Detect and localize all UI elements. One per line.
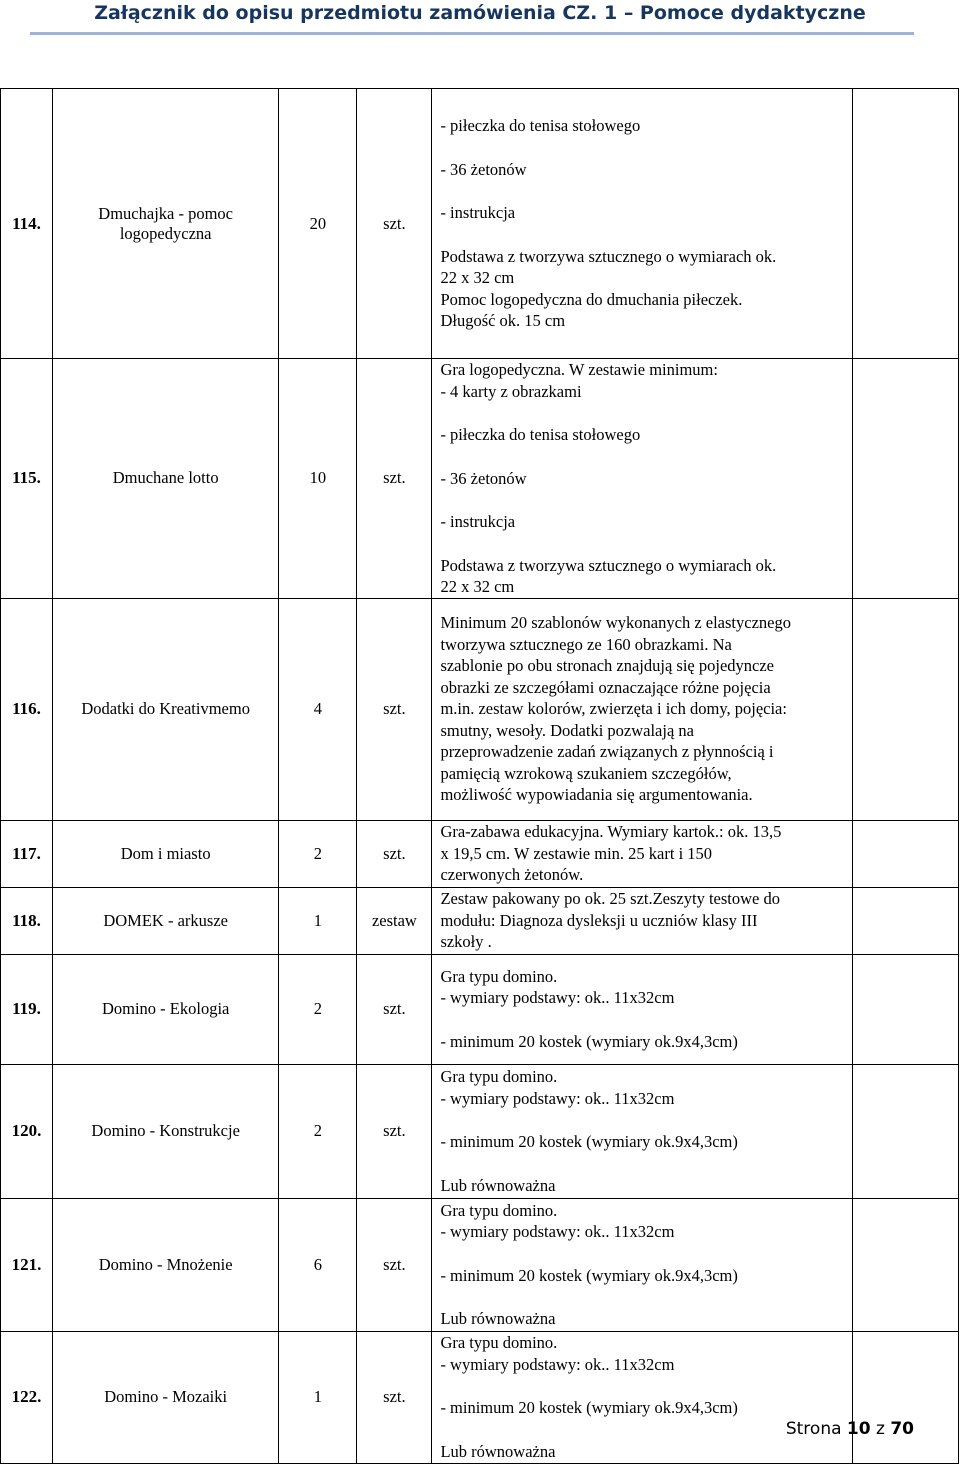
- item-name: Domino - Konstrukcje: [53, 1064, 279, 1198]
- item-unit: szt.: [357, 598, 432, 820]
- item-name: DOMEK - arkusze: [53, 887, 279, 954]
- empty-cell: [852, 954, 958, 1064]
- description-line: Minimum 20 szablonów wykonanych z elastycznego: [440, 613, 791, 633]
- description-line: modułu: Diagnoza dysleksji u uczniów klasy III: [440, 910, 758, 930]
- item-unit: szt.: [357, 1198, 432, 1331]
- description-line: Gra typu domino.: [440, 966, 558, 986]
- description-line: szkoły .: [440, 932, 492, 952]
- item-description: [432, 1198, 852, 1331]
- row-number: 116.: [1, 598, 53, 820]
- item-unit: szt.: [357, 1064, 432, 1198]
- description-line: przeprowadzenie zadań związanych z płynnością i: [440, 742, 774, 762]
- description-line: obrazki ze szczegółami oznaczające różne pojęcia: [440, 677, 771, 697]
- footer-page-total: 70: [890, 1419, 914, 1439]
- description-line: - minimum 20 kostek (wymiary ok.9x4,3cm): [440, 1265, 738, 1285]
- description-line: - minimum 20 kostek (wymiary ok.9x4,3cm): [440, 1031, 738, 1051]
- table-row: [1, 887, 959, 954]
- header-divider: [30, 32, 914, 35]
- item-description: [432, 359, 852, 599]
- description-line: Pomoc logopedyczna do dmuchania piłeczek.: [440, 289, 743, 309]
- description-line: Długość ok. 15 cm: [440, 311, 566, 331]
- description-line: Podstawa z tworzywa sztucznego o wymiarach ok.: [440, 246, 777, 266]
- description-line: Gra typu domino.: [440, 1200, 558, 1220]
- description-line: szablonie po obu stronach znajdują się pojedyncze: [440, 656, 774, 676]
- description-line: tworzywa sztucznego ze 160 obrazkami. Na: [440, 634, 732, 654]
- table-row: [1, 954, 959, 1064]
- description-line: Gra typu domino.: [440, 1067, 558, 1086]
- description-line: - piłeczka do tenisa stołowego: [440, 425, 641, 444]
- description-line: - minimum 20 kostek (wymiary ok.9x4,3cm): [440, 1398, 738, 1417]
- item-description: [432, 887, 852, 954]
- row-number: 120.: [1, 1064, 53, 1198]
- item-name: Domino - Mnożenie: [53, 1198, 279, 1331]
- item-quantity: 1: [279, 1331, 357, 1463]
- empty-cell: [852, 1064, 958, 1198]
- row-number: 121.: [1, 1198, 53, 1331]
- table-row: [1, 1064, 959, 1198]
- description-line: - minimum 20 kostek (wymiary ok.9x4,3cm): [440, 1132, 738, 1151]
- item-unit: szt.: [357, 820, 432, 887]
- description-line: - 4 karty z obrazkami: [440, 381, 582, 401]
- page-footer: [786, 1419, 914, 1439]
- footer-prefix: Strona: [785, 1419, 847, 1439]
- description-line: czerwonych żetonów.: [440, 865, 584, 885]
- description-line: Lub równoważna: [440, 1175, 556, 1195]
- description-line: - wymiary podstawy: ok.. 11x32cm: [440, 1354, 675, 1374]
- row-number: 117.: [1, 820, 53, 887]
- row-number: 118.: [1, 887, 53, 954]
- item-unit: szt.: [357, 954, 432, 1064]
- item-description: [432, 1331, 852, 1463]
- item-name: Domino - Ekologia: [53, 954, 279, 1064]
- item-description: [432, 89, 852, 359]
- table-row: [1, 820, 959, 887]
- row-number: 114.: [1, 89, 53, 359]
- description-line: - wymiary podstawy: ok.. 11x32cm: [440, 988, 675, 1008]
- description-line: smutny, wesoły. Dodatki pozwalają na: [440, 720, 694, 740]
- row-number: 122.: [1, 1331, 53, 1463]
- item-name: Dodatki do Kreativmemo: [53, 598, 279, 820]
- description-line: - piłeczka do tenisa stołowego: [440, 116, 641, 136]
- table-row: [1, 89, 959, 359]
- item-unit: szt.: [357, 359, 432, 599]
- description-line: x 19,5 cm. W zestawie min. 25 kart i 150: [440, 843, 713, 863]
- table-row: [1, 598, 959, 820]
- table-row: [1, 1331, 959, 1463]
- empty-cell: [852, 820, 958, 887]
- item-unit: szt.: [357, 1331, 432, 1463]
- description-line: Gra typu domino.: [440, 1333, 558, 1352]
- item-unit: szt.: [357, 89, 432, 359]
- empty-cell: [852, 598, 958, 820]
- item-quantity: 10: [279, 359, 357, 599]
- description-line: - wymiary podstawy: ok.. 11x32cm: [440, 1222, 675, 1241]
- description-line: Gra-zabawa edukacyjna. Wymiary kartok.: ok. 13,5: [440, 822, 782, 842]
- description-line: Podstawa z tworzywa sztucznego o wymiarach ok.: [440, 555, 777, 575]
- table-row: [1, 359, 959, 599]
- description-line: Gra logopedyczna. W zestawie minimum:: [440, 360, 718, 379]
- item-quantity: 2: [279, 1064, 357, 1198]
- footer-page-number: 10: [846, 1419, 871, 1439]
- item-unit: zestaw: [357, 887, 432, 954]
- description-line: 22 x 32 cm: [440, 577, 515, 596]
- description-line: - 36 żetonów: [440, 159, 527, 179]
- item-quantity: 2: [279, 820, 357, 887]
- item-quantity: 2: [279, 954, 357, 1064]
- items-table: [0, 88, 959, 1464]
- description-line: - instrukcja: [440, 512, 516, 531]
- item-description: [432, 954, 852, 1064]
- description-line: pamięcią wzrokową szukaniem szczegółów,: [440, 763, 732, 783]
- row-number: 115.: [1, 359, 53, 599]
- empty-cell: [852, 1198, 958, 1331]
- item-description: [432, 1064, 852, 1198]
- item-name: Dmuchane lotto: [53, 359, 279, 599]
- item-quantity: 1: [279, 887, 357, 954]
- description-line: 22 x 32 cm: [440, 268, 515, 288]
- items-table-body: [1, 89, 959, 1464]
- item-description: [432, 820, 852, 887]
- description-line: Lub równoważna: [440, 1441, 556, 1461]
- footer-mid: z: [870, 1419, 891, 1439]
- item-quantity: 6: [279, 1198, 357, 1331]
- item-quantity: 20: [279, 89, 357, 359]
- page-header-title: Załącznik do opisu przedmiotu zamówienia CZ. 1 – Pomoce dydaktyczne: [94, 2, 866, 24]
- table-row: [1, 1198, 959, 1331]
- description-line: możliwość wypowiadania się argumentowania.: [440, 785, 753, 805]
- item-quantity: 4: [279, 598, 357, 820]
- description-line: - instrukcja: [440, 203, 516, 223]
- description-line: - wymiary podstawy: ok.. 11x32cm: [440, 1088, 675, 1108]
- item-name: Dom i miasto: [53, 820, 279, 887]
- item-name: Domino - Mozaiki: [53, 1331, 279, 1463]
- empty-cell: [852, 887, 958, 954]
- empty-cell: [852, 359, 958, 599]
- empty-cell: [852, 1331, 958, 1463]
- description-line: m.in. zestaw kolorów, zwierzęta i ich domy, pojęcia:: [440, 699, 787, 719]
- row-number: 119.: [1, 954, 53, 1064]
- description-line: Zestaw pakowany po ok. 25 szt.Zeszyty testowe do: [440, 889, 780, 909]
- item-description: [432, 598, 852, 820]
- empty-cell: [852, 89, 958, 359]
- description-line: - 36 żetonów: [440, 468, 527, 488]
- item-name: Dmuchajka - pomoc logopedyczna: [53, 89, 279, 359]
- description-line: Lub równoważna: [440, 1309, 556, 1328]
